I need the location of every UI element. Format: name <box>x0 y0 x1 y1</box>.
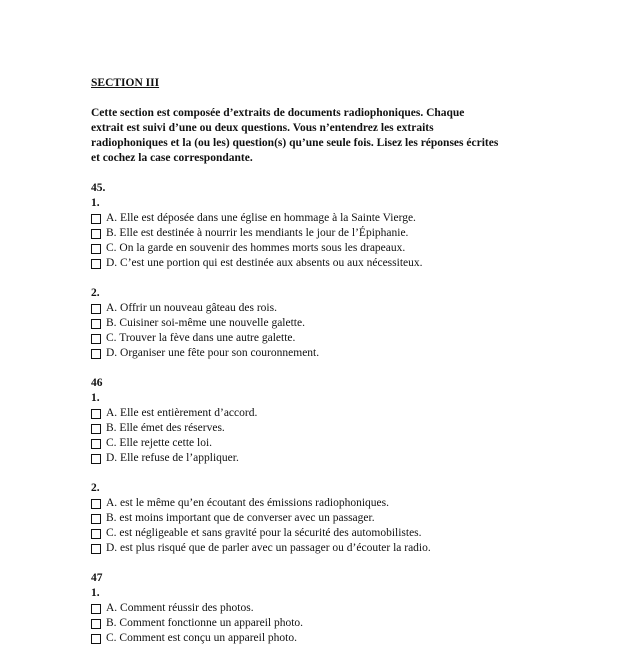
checkbox-icon[interactable] <box>91 439 101 449</box>
answer-option[interactable] <box>91 256 611 271</box>
section-intro <box>91 106 611 166</box>
question-number: 46 <box>91 377 103 389</box>
answer-option[interactable] <box>91 346 611 361</box>
option-text: C. est négligeable et sans gravité pour la sécurité des automobilistes. <box>106 527 422 539</box>
checkbox-icon[interactable] <box>91 514 101 524</box>
checkbox-icon[interactable] <box>91 619 101 629</box>
sub-question-number: 1. <box>91 197 100 209</box>
sub-question-46-2 <box>91 481 611 556</box>
answer-option[interactable] <box>91 616 611 631</box>
sub-question-47-1 <box>91 586 611 646</box>
option-text: C. Comment est conçu un appareil photo. <box>106 632 297 644</box>
option-text: A. Elle est déposée dans une église en hommage à la Sainte Vierge. <box>106 212 416 224</box>
sub-question-number: 1. <box>91 392 100 404</box>
option-text: D. C’est une portion qui est destinée aux absents ou aux nécessiteux. <box>106 257 423 269</box>
option-text: C. On la garde en souvenir des hommes morts sous les drapeaux. <box>106 242 406 254</box>
checkbox-icon[interactable] <box>91 334 101 344</box>
sub-question-45-2 <box>91 286 611 361</box>
checkbox-icon[interactable] <box>91 634 101 644</box>
answer-option[interactable] <box>91 406 611 421</box>
checkbox-icon[interactable] <box>91 409 101 419</box>
question-number: 45. <box>91 182 106 194</box>
answer-option[interactable] <box>91 436 611 451</box>
option-text: A. est le même qu’en écoutant des émissions radiophoniques. <box>106 497 389 509</box>
section-title: SECTION III <box>91 77 160 89</box>
checkbox-icon[interactable] <box>91 544 101 554</box>
option-text: C. Trouver la fève dans une autre galette. <box>106 332 296 344</box>
sub-question-46-1 <box>91 391 611 466</box>
option-text: B. Cuisiner soi-même une nouvelle galette. <box>106 317 305 329</box>
answer-option[interactable] <box>91 421 611 436</box>
answer-option[interactable] <box>91 511 611 526</box>
option-text: C. Elle rejette cette loi. <box>106 437 213 449</box>
option-text: D. Organiser une fête pour son couronnement. <box>106 347 320 359</box>
answer-option[interactable] <box>91 241 611 256</box>
answer-option[interactable] <box>91 631 611 646</box>
question-45 <box>91 181 611 361</box>
question-46 <box>91 376 611 556</box>
answer-option[interactable] <box>91 601 611 616</box>
option-text: A. Elle est entièrement d’accord. <box>106 407 258 419</box>
sub-question-number: 2. <box>91 482 100 494</box>
question-number: 47 <box>91 572 103 584</box>
sub-question-number: 1. <box>91 587 100 599</box>
intro-line: extrait est suivi d’une ou deux questions. Vous n’entendrez les extraits <box>91 122 434 134</box>
checkbox-icon[interactable] <box>91 454 101 464</box>
checkbox-icon[interactable] <box>91 604 101 614</box>
option-text: B. Elle est destinée à nourrir les mendiants le jour de l’Épiphanie. <box>106 227 409 239</box>
checkbox-icon[interactable] <box>91 319 101 329</box>
document-page <box>91 76 611 661</box>
answer-option[interactable] <box>91 331 611 346</box>
answer-option[interactable] <box>91 301 611 316</box>
option-text: D. Elle refuse de l’appliquer. <box>106 452 239 464</box>
answer-option[interactable] <box>91 541 611 556</box>
checkbox-icon[interactable] <box>91 259 101 269</box>
option-text: B. est moins important que de converser avec un passager. <box>106 512 375 524</box>
sub-question-number: 2. <box>91 287 100 299</box>
checkbox-icon[interactable] <box>91 214 101 224</box>
intro-line: radiophoniques et la (ou les) question(s) qu’une seule fois. Lisez les réponses écrites <box>91 137 499 149</box>
checkbox-icon[interactable] <box>91 424 101 434</box>
intro-line: Cette section est composée d’extraits de documents radiophoniques. Chaque <box>91 107 465 119</box>
option-text: D. est plus risqué que de parler avec un passager ou d’écouter la radio. <box>106 542 431 554</box>
answer-option[interactable] <box>91 226 611 241</box>
answer-option[interactable] <box>91 211 611 226</box>
question-47 <box>91 571 611 646</box>
checkbox-icon[interactable] <box>91 529 101 539</box>
checkbox-icon[interactable] <box>91 349 101 359</box>
checkbox-icon[interactable] <box>91 229 101 239</box>
answer-option[interactable] <box>91 316 611 331</box>
answer-option[interactable] <box>91 496 611 511</box>
checkbox-icon[interactable] <box>91 244 101 254</box>
checkbox-icon[interactable] <box>91 304 101 314</box>
option-text: B. Comment fonctionne un appareil photo. <box>106 617 304 629</box>
sub-question-45-1 <box>91 196 611 271</box>
checkbox-icon[interactable] <box>91 499 101 509</box>
intro-line: et cochez la case correspondante. <box>91 152 253 164</box>
option-text: A. Offrir un nouveau gâteau des rois. <box>106 302 277 314</box>
option-text: A. Comment réussir des photos. <box>106 602 254 614</box>
option-text: B. Elle émet des réserves. <box>106 422 225 434</box>
answer-option[interactable] <box>91 526 611 541</box>
answer-option[interactable] <box>91 451 611 466</box>
